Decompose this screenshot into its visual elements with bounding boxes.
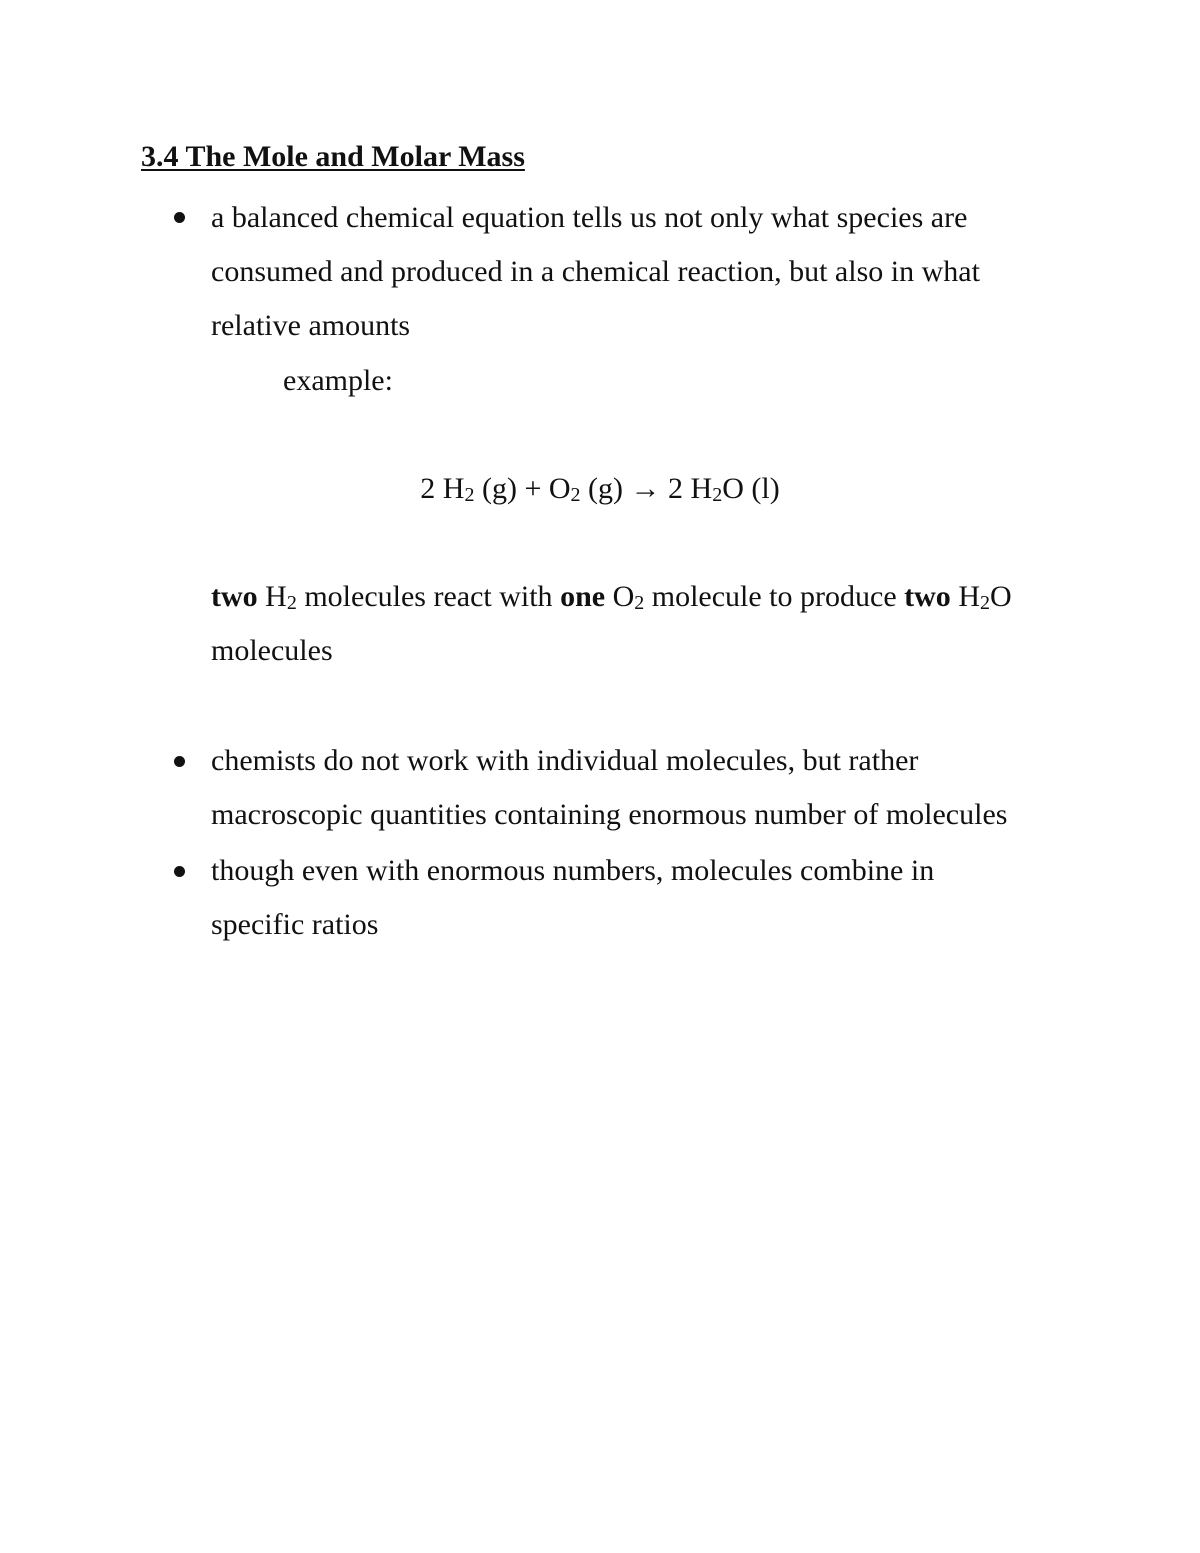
bullet2-line-1: chemists do not work with individual molecules, but rather bbox=[211, 744, 919, 777]
bullet-dot-1 bbox=[174, 212, 185, 223]
explanation-line-2: molecules bbox=[211, 634, 333, 667]
bullet-dot-3 bbox=[174, 866, 185, 877]
bullet2-line-2: macroscopic quantities containing enormous number of molecules bbox=[211, 798, 1008, 831]
example-label: example: bbox=[283, 364, 393, 397]
bullet1-line-3: relative amounts bbox=[211, 309, 411, 342]
explanation-line-1: two $H_2$ molecules react with one $O_2$ molecule to produce two $H_2O$ bbox=[211, 580, 1012, 614]
bullet-dot-2 bbox=[174, 756, 185, 767]
bullet1-line-1: a balanced chemical equation tells us not only what species are bbox=[211, 201, 968, 234]
bullet3-line-2: specific ratios bbox=[211, 908, 379, 941]
chemical-equation: 2 $H_2$ $(g) + O_2$ (g) → 2 $H_2O$ (l) bbox=[420, 472, 780, 506]
section-title: 3.4 The Mole and Molar Mass bbox=[141, 140, 525, 173]
bullet1-line-2: consumed and produced in a chemical reaction, but also in what bbox=[211, 255, 980, 288]
bullet3-line-1: though even with enormous numbers, molecules combine in bbox=[211, 854, 935, 887]
